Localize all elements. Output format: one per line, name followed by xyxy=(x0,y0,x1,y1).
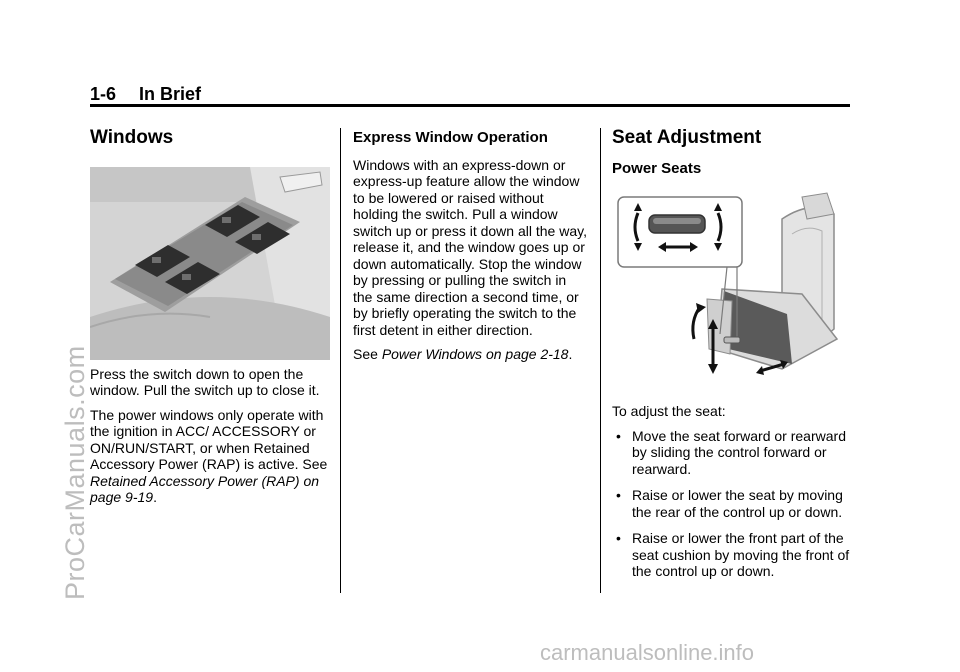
seat-heading: Seat Adjustment xyxy=(612,127,762,148)
list-item xyxy=(612,428,854,478)
page-number: 1-6 xyxy=(90,84,117,104)
rap-page-reference[interactable]: Retained Accessory Power (RAP) on page 9-19 xyxy=(90,472,320,505)
window-switch-illustration xyxy=(90,167,330,360)
express-see-word: See xyxy=(353,346,378,362)
column-windows xyxy=(90,124,330,514)
express-see-end: . xyxy=(568,346,573,362)
express-para-1: Windows with an express-down or express-up feature allow the window to be lowered or raised without holding the switch. Pull a window switch up or press it down all the way, release it, and the window goes up or down automatically. Stop the window by pressing or pulling the switch in the same direction a second time, or by briefly operating the switch to the first detent in either direction. xyxy=(353,156,587,338)
page-header xyxy=(90,84,201,105)
seat-intro: To adjust the seat: xyxy=(612,403,726,419)
windows-para-2 xyxy=(90,407,330,506)
seat-adjustment-list xyxy=(612,428,854,580)
windows-para-2-end: . xyxy=(153,489,157,505)
bullet-glyph: • xyxy=(616,530,621,546)
window-switch-image xyxy=(90,167,330,360)
column-seat xyxy=(612,124,854,590)
list-item xyxy=(612,487,854,520)
list-item xyxy=(612,530,854,580)
bullet-text: Raise or lower the front part of the seat cushion by moving the front of the control up or down. xyxy=(632,530,850,579)
column-divider-1 xyxy=(340,128,341,593)
column-divider-2 xyxy=(600,128,601,593)
express-heading: Express Window Operation xyxy=(353,129,548,146)
windows-para-1: Press the switch down to open the window. Pull the switch up to close it. xyxy=(90,365,320,398)
header-rule xyxy=(90,104,850,107)
power-seat-illustration xyxy=(612,189,854,389)
power-seats-subheading: Power Seats xyxy=(612,159,702,177)
power-windows-page-reference[interactable]: Power Windows on page 2-18 xyxy=(381,346,569,362)
express-see-line xyxy=(353,346,589,363)
bullet-text: Raise or lower the seat by moving the rear of the control up or down. xyxy=(632,487,843,520)
bullet-text: Move the seat forward or rearward by sliding the control forward or rearward. xyxy=(632,427,846,477)
bullet-glyph: • xyxy=(616,427,621,444)
watermark-procarmanuals: ProCarManuals.com xyxy=(60,345,90,600)
windows-para-2-text: The power windows only operate with the ignition in ACC/ ACCESSORY or ON/RUN/START, or when Retained Accessory Power (RAP) is active. See xyxy=(90,406,328,472)
watermark-carmanualsonline: carmanualsonline.info xyxy=(540,640,755,665)
column-express xyxy=(353,124,589,371)
bullet-glyph: • xyxy=(616,487,621,503)
section-title: In Brief xyxy=(139,84,202,104)
power-seat-image xyxy=(612,189,854,389)
windows-heading: Windows xyxy=(90,127,174,148)
